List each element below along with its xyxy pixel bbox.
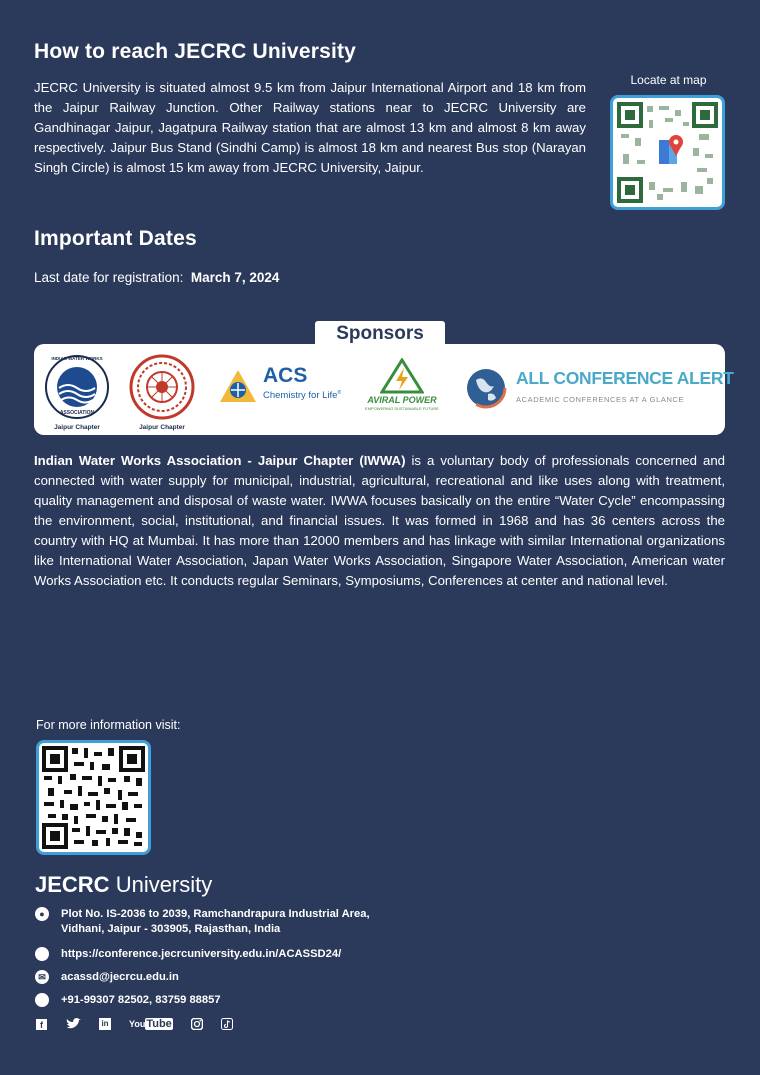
map-label: Locate at map bbox=[630, 73, 707, 87]
iwwa-caption: Jaipur Chapter bbox=[54, 424, 100, 431]
email-row bbox=[35, 970, 535, 985]
phone-icon bbox=[35, 993, 49, 1007]
tiktok-icon[interactable] bbox=[221, 1018, 233, 1030]
address-line-1: Plot No. IS-2036 to 2039, Ramchandrapura Industrial Area, bbox=[61, 908, 370, 920]
section-title-dates: Important Dates bbox=[34, 227, 197, 250]
emblem-seal-icon bbox=[129, 352, 195, 422]
jecrc-wordmark bbox=[35, 872, 212, 898]
registration-deadline bbox=[34, 270, 279, 285]
twitter-icon[interactable] bbox=[65, 1018, 81, 1030]
social-links bbox=[36, 1018, 233, 1030]
registration-date: March 7, 2024 bbox=[190, 270, 280, 285]
location-pin-icon: ● bbox=[35, 907, 49, 921]
linkedin-icon[interactable]: in bbox=[99, 1018, 111, 1030]
youtube-icon[interactable]: YouTube bbox=[129, 1018, 172, 1030]
phone-text: +91-99307 82502, 83759 88857 bbox=[61, 994, 221, 1006]
aviral-name: AVIRAL POWER bbox=[367, 395, 437, 405]
sponsors-panel bbox=[34, 344, 734, 435]
acs-tagline: Chemistry for Life® bbox=[263, 390, 342, 402]
website-qr-icon bbox=[39, 743, 148, 852]
iwwa-ring-bottom-text: ASSOCIATION bbox=[59, 410, 95, 416]
aviral-power-logo bbox=[352, 358, 452, 418]
second-sponsor-logo bbox=[129, 352, 195, 432]
mail-icon: ✉ bbox=[35, 970, 49, 984]
phone-row bbox=[35, 993, 535, 1008]
brand-light: University bbox=[109, 872, 213, 897]
acs-name: ACS bbox=[263, 364, 308, 387]
acs-logo bbox=[217, 364, 347, 409]
facebook-icon[interactable]: f bbox=[36, 1019, 47, 1030]
iwwa-description: is a voluntary body of professionals concerned and connected with water supply for municipal, industrial, agricultural, recreational and like uses along with treatment, quality management and disposal of waste water. IWWA focuses basically on the entire “Water Cycle” encompassing the environment, social, institutional, and financial issues. It was formed in 1968 and has 36 centers across the country with HQ at Mumbai. It has more than 12000 members and has linkage with similar International organizations like International Water Association, Japan Water Works Association, Singapore Water Association, American water Works Association etc. It conducts regular Seminars, Symposiums, Conferences at center and national level. bbox=[34, 453, 725, 588]
globe-link-icon bbox=[35, 947, 49, 961]
website-link[interactable]: https://conference.jecrcuniversity.edu.in/ACASSD24/ bbox=[61, 948, 342, 960]
sponsors-title: Sponsors bbox=[315, 321, 445, 346]
acs-triangle-icon bbox=[217, 366, 259, 408]
website-row bbox=[35, 947, 535, 962]
contact-block bbox=[35, 907, 535, 1008]
more-info-label: For more information visit: bbox=[36, 718, 181, 732]
map-qr-code[interactable] bbox=[610, 95, 725, 210]
aca-tagline: ACADEMIC CONFERENCES AT A GLANCE bbox=[516, 395, 685, 404]
map-qr-icon bbox=[613, 98, 722, 207]
email-link[interactable]: acassd@jecrcu.edu.in bbox=[61, 971, 179, 983]
address-row bbox=[35, 907, 535, 937]
aca-name: ALL CONFERENCE ALERT bbox=[516, 368, 734, 388]
brand-bold: JECRC bbox=[35, 872, 110, 897]
instagram-icon[interactable] bbox=[191, 1018, 203, 1030]
iwwa-name: Indian Water Works Association - Jaipur Chapter (IWWA) bbox=[34, 453, 406, 468]
globe-icon bbox=[464, 366, 508, 410]
address-line-2: Vidhani, Jaipur - 303905, Rajasthan, India bbox=[61, 923, 281, 935]
iwwa-ring-text: INDIAN WATER WORKS bbox=[51, 356, 103, 361]
second-sponsor-caption: Jaipur Chapter bbox=[139, 424, 185, 431]
address-text bbox=[61, 907, 370, 937]
website-qr-code[interactable] bbox=[36, 740, 151, 855]
all-conference-alert-logo bbox=[464, 364, 734, 412]
reach-paragraph: JECRC University is situated almost 9.5 km from Jaipur International Airport and 18 km from the Jaipur Railway Junction. Other Railway stations near to JECRC University are Gandhinagar Jaipur, Jagatpura Railway station that are almost 13 km and almost 8 km away respectively. Jaipur Bus Stand (Sindhi Camp) is almost 18 km and nearest Bus stop (Narayan Singh Circle) is almost 15 km away from JECRC University, Jaipur. bbox=[34, 80, 586, 175]
aviral-tagline: EMPOWERING SUSTAINABLE FUTURE bbox=[365, 406, 439, 411]
lightning-triangle-icon bbox=[380, 358, 424, 394]
iwwa-paragraph bbox=[34, 451, 725, 591]
section-title-reach: How to reach JECRC University bbox=[34, 40, 357, 63]
iwwa-logo bbox=[44, 352, 110, 432]
registration-label: Last date for registration: bbox=[34, 270, 184, 285]
